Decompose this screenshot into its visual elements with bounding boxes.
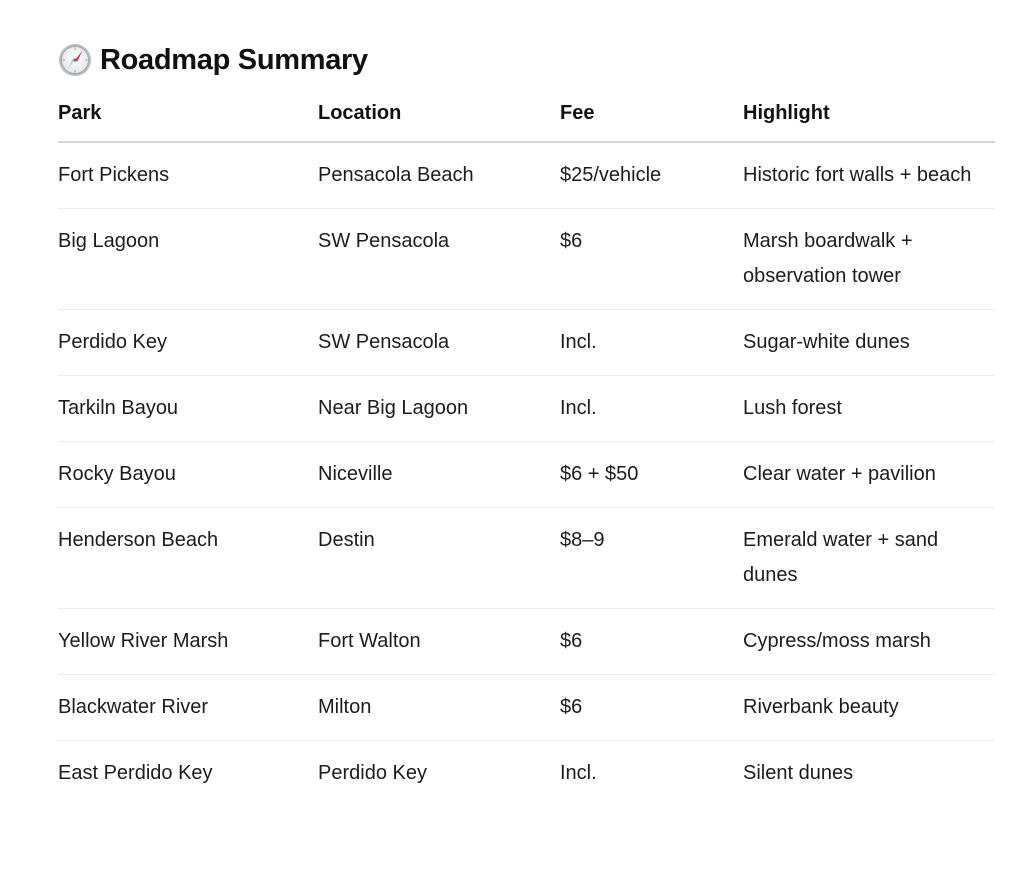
roadmap-table: [58, 98, 995, 806]
cell-location: Fort Walton: [318, 609, 560, 675]
table-row: [58, 741, 995, 807]
cell-location: Milton: [318, 675, 560, 741]
table-row: [58, 609, 995, 675]
page-title: Roadmap Summary: [100, 43, 368, 76]
cell-park: Perdido Key: [58, 310, 318, 376]
cell-location: Near Big Lagoon: [318, 376, 560, 442]
cell-highlight: Clear water + pavilion: [743, 442, 995, 508]
cell-highlight: Lush forest: [743, 376, 995, 442]
cell-location: SW Pensacola: [318, 310, 560, 376]
column-header-location: Location: [318, 98, 560, 142]
cell-location: Niceville: [318, 442, 560, 508]
cell-fee: $8–9: [560, 508, 743, 609]
cell-park: Rocky Bayou: [58, 442, 318, 508]
cell-fee: $25/vehicle: [560, 142, 743, 209]
column-header-park: Park: [58, 98, 318, 142]
cell-fee: $6: [560, 675, 743, 741]
cell-highlight: Cypress/moss marsh: [743, 609, 995, 675]
cell-fee: Incl.: [560, 310, 743, 376]
table-row: [58, 442, 995, 508]
cell-park: Tarkiln Bayou: [58, 376, 318, 442]
table-row: [58, 675, 995, 741]
cell-highlight: Marsh boardwalk + observation tower: [743, 209, 995, 310]
cell-location: Destin: [318, 508, 560, 609]
table-header-row: [58, 98, 995, 142]
cell-park: Big Lagoon: [58, 209, 318, 310]
cell-highlight: Historic fort walls + beach: [743, 142, 995, 209]
cell-park: East Perdido Key: [58, 762, 213, 784]
table-row: [58, 310, 995, 376]
compass-icon: [58, 43, 92, 77]
table-row: [58, 376, 995, 442]
cell-park: Blackwater River: [58, 675, 318, 741]
cell-fee: $6: [560, 609, 743, 675]
cell-park: Fort Pickens: [58, 142, 318, 209]
column-header-fee: Fee: [560, 98, 743, 142]
cell-location: SW Pensacola: [318, 209, 560, 310]
column-header-highlight: Highlight: [743, 98, 995, 142]
title-row: [58, 40, 995, 80]
cell-highlight: Riverbank beauty: [743, 675, 995, 741]
cell-fee: $6: [560, 209, 743, 310]
cell-fee: $6 + $50: [560, 442, 743, 508]
cell-park: Yellow River Marsh: [58, 609, 318, 675]
table-row: [58, 508, 995, 609]
cell-highlight: Emerald water + sand dunes: [743, 508, 995, 609]
cell-highlight: Silent dunes: [743, 762, 854, 784]
table-row: [58, 142, 995, 209]
roadmap-summary-section: [58, 40, 995, 806]
cell-fee: Incl.: [560, 762, 597, 784]
cell-highlight: Sugar-white dunes: [743, 310, 995, 376]
cell-location: Pensacola Beach: [318, 142, 560, 209]
table-row: [58, 209, 995, 310]
cell-park: Henderson Beach: [58, 508, 318, 609]
cell-location: Perdido Key: [318, 762, 427, 784]
cell-fee: Incl.: [560, 376, 743, 442]
